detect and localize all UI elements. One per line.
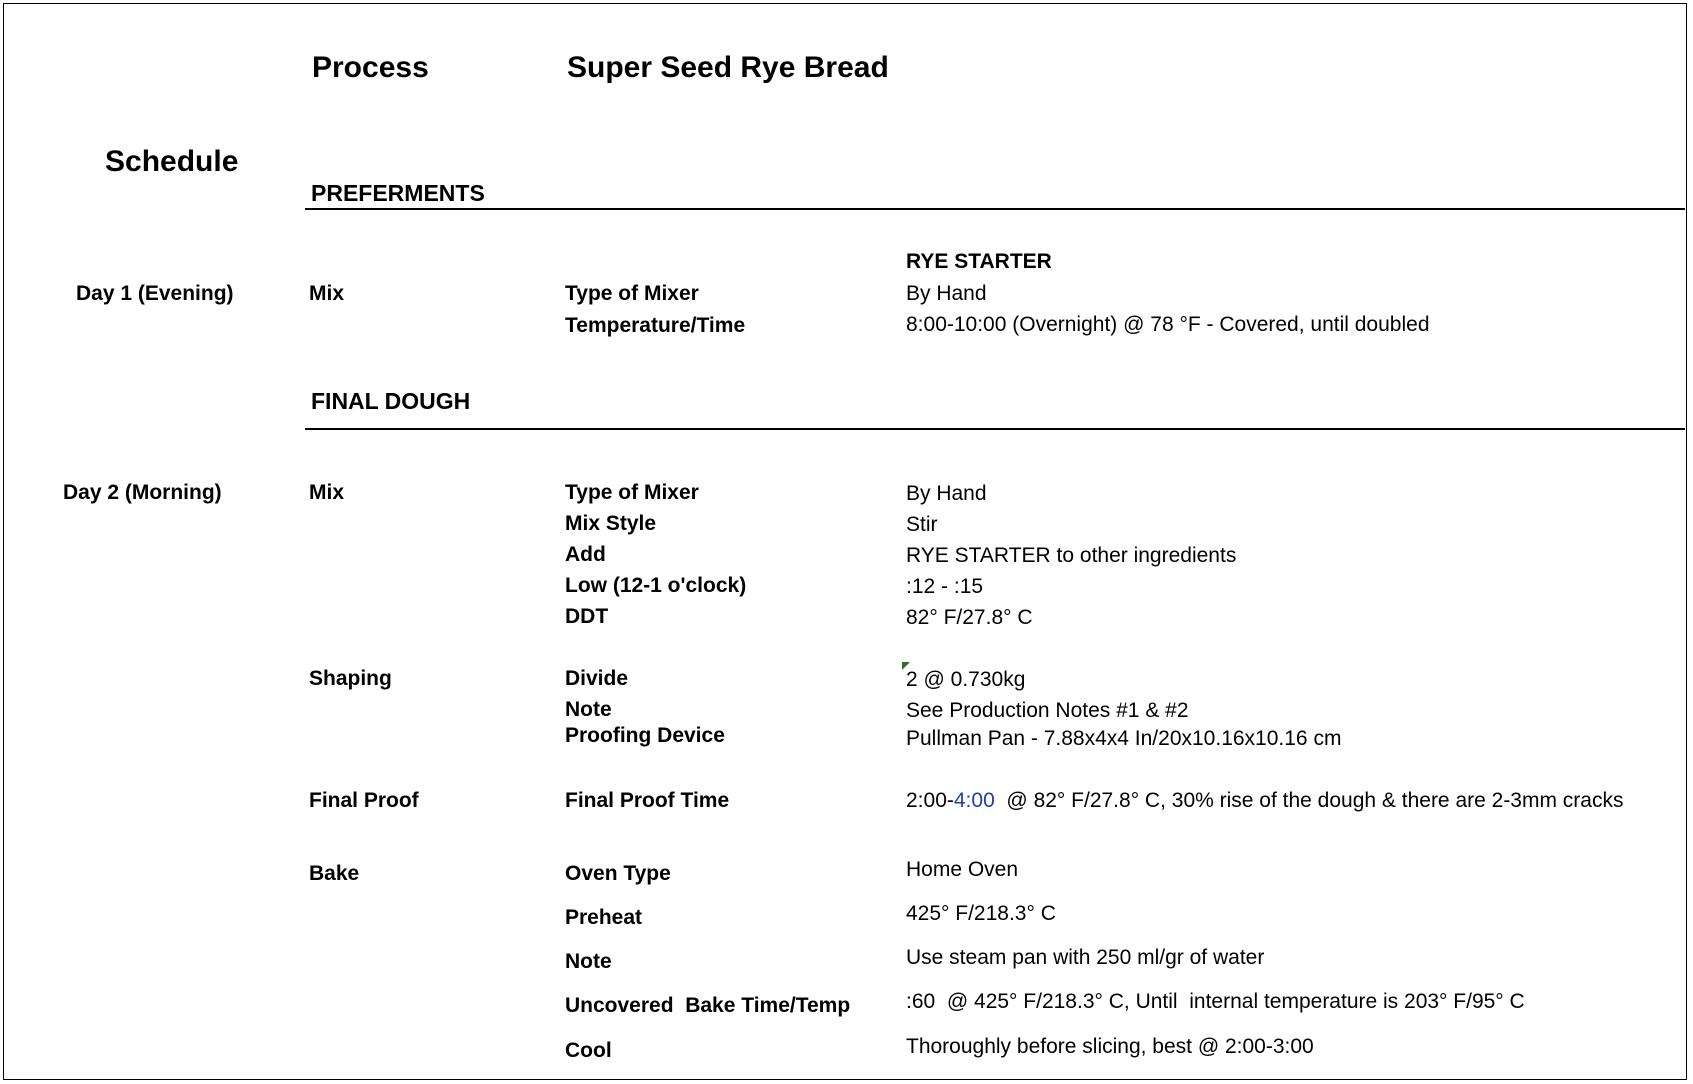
- day1-label: Day 1 (Evening): [76, 282, 234, 305]
- ddt-key: DDT: [565, 605, 609, 628]
- oven-type-key: Oven Type: [565, 862, 671, 885]
- preheat-key: Preheat: [565, 906, 643, 929]
- final-proof-time-rest: @ 82° F/27.8° C, 30% rise of the dough & there are 2-3mm cracks: [994, 789, 1624, 812]
- bake-time-key: Uncovered Bake Time/Temp: [565, 994, 851, 1017]
- final-proof-time-start: 2:00-: [906, 789, 954, 812]
- shaping-note-key: Note: [565, 698, 612, 721]
- shaping-note-value: See Production Notes #1 & #2: [906, 699, 1189, 722]
- preferments-heading: PREFERMENTS: [311, 180, 485, 206]
- day1-temp-key: Temperature/Time: [565, 314, 746, 337]
- document-frame: [3, 3, 1687, 1080]
- cool-value: Thoroughly before slicing, best @ 2:00-3:00: [906, 1035, 1314, 1058]
- add-key: Add: [565, 543, 606, 566]
- final-proof-label: Final Proof: [309, 789, 419, 812]
- day1-temp-value: 8:00-10:00 (Overnight) @ 78 °F - Covered, until doubled: [906, 313, 1430, 336]
- preferments-rule: [305, 208, 1685, 210]
- process-heading: Process: [312, 51, 429, 84]
- day1-mixer-value: By Hand: [906, 282, 987, 305]
- proofing-device-value: Pullman Pan - 7.88x4x4 In/20x10.16x10.16 cm: [906, 727, 1342, 750]
- schedule-heading: Schedule: [105, 145, 239, 178]
- oven-type-value: Home Oven: [906, 858, 1019, 881]
- day2-mixer-value: By Hand: [906, 482, 987, 505]
- low-speed-value: :12 - :15: [906, 575, 984, 598]
- recipe-title: Super Seed Rye Bread: [567, 51, 889, 84]
- cool-key: Cool: [565, 1039, 612, 1062]
- final-dough-rule: [305, 428, 1685, 430]
- final-proof-time-key: Final Proof Time: [565, 789, 730, 812]
- day1-mixer-key: Type of Mixer: [565, 282, 699, 305]
- final-proof-time-value: [906, 790, 1623, 811]
- ddt-value: 82° F/27.8° C: [906, 606, 1033, 629]
- bake-note-key: Note: [565, 950, 612, 973]
- add-value: RYE STARTER to other ingredients: [906, 544, 1237, 567]
- day2-label: Day 2 (Morning): [63, 481, 222, 504]
- divide-value: 2 @ 0.730kg: [906, 668, 1026, 691]
- final-proof-time-highlight: 4:00: [953, 789, 995, 812]
- preheat-value: 425° F/218.3° C: [906, 902, 1056, 925]
- final-dough-heading: FINAL DOUGH: [311, 388, 471, 414]
- day1-mix-label: Mix: [309, 282, 345, 305]
- rye-starter-heading: RYE STARTER: [906, 250, 1052, 273]
- mix-style-key: Mix Style: [565, 512, 657, 535]
- mix-style-value: Stir: [906, 513, 938, 536]
- bake-time-value: :60 @ 425° F/218.3° C, Until internal temperature is 203° F/95° C: [906, 990, 1525, 1013]
- shaping-label: Shaping: [309, 667, 392, 690]
- day2-mixer-key: Type of Mixer: [565, 481, 699, 504]
- day2-mix-label: Mix: [309, 481, 345, 504]
- bake-note-value: Use steam pan with 250 ml/gr of water: [906, 946, 1265, 969]
- bake-label: Bake: [309, 862, 360, 885]
- low-speed-key: Low (12-1 o'clock): [565, 574, 747, 597]
- proofing-device-key: Proofing Device: [565, 724, 725, 747]
- divide-key: Divide: [565, 667, 629, 690]
